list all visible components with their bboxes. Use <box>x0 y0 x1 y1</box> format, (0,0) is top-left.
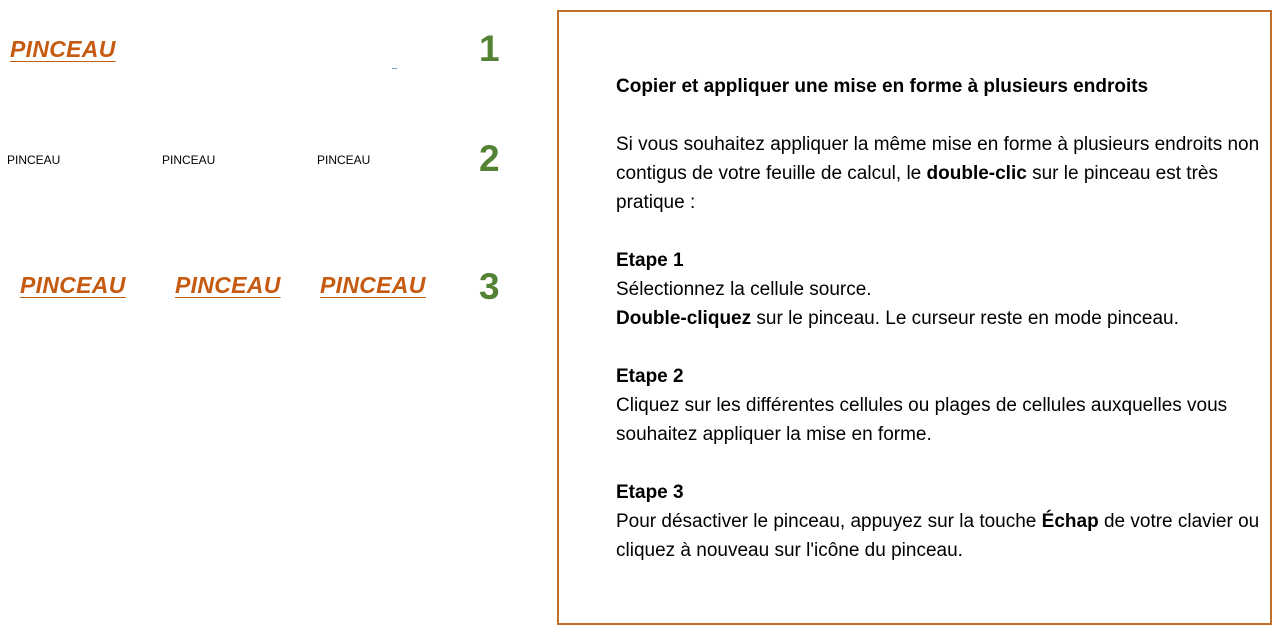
step1-line2 <box>616 304 1266 333</box>
target-cell-row2-c[interactable]: PINCEAU <box>317 153 371 167</box>
panel-title: Copier et appliquer une mise en forme à plusieurs endroits <box>616 76 1149 97</box>
step-number-1: 1 <box>479 28 500 69</box>
step1-bold: Double-cliquez <box>616 308 752 329</box>
target-cell-row2-b[interactable]: PINCEAU <box>162 153 216 167</box>
intro-paragraph <box>616 130 1266 217</box>
step3-bold-echap: Échap <box>1041 511 1099 532</box>
intro-text-after: sur le pinceau est très pratique : <box>616 163 1218 213</box>
instruction-text <box>616 72 1266 565</box>
step1-heading: Etape 1 <box>616 250 684 271</box>
step3-text <box>616 507 1266 565</box>
intro-bold-double-click: double-clic <box>926 163 1027 184</box>
formatted-cell-row3-b[interactable]: PINCEAU <box>175 272 281 298</box>
step-number-2: 2 <box>479 138 500 179</box>
formatted-cell-row3-c[interactable]: PINCEAU <box>320 272 426 298</box>
target-cell-row2-a[interactable]: PINCEAU <box>7 153 61 167</box>
source-cell-row1[interactable]: PINCEAU <box>10 36 116 62</box>
step3-heading: Etape 3 <box>616 482 684 503</box>
step3-after: de votre clavier ou cliquez à nouveau sur l'icône du pinceau. <box>616 511 1260 561</box>
cell-selection-marker <box>392 68 397 69</box>
step1-line2-rest: sur le pinceau. Le curseur reste en mode pinceau. <box>751 308 1179 329</box>
intro-text-before: Si vous souhaitez appliquer la même mise en forme à plusieurs endroits non contigus de votre feuille de calcul, le <box>616 134 1260 184</box>
formatted-cell-row3-a[interactable]: PINCEAU <box>20 272 126 298</box>
step-number-3: 3 <box>479 266 500 307</box>
instruction-panel <box>557 10 1272 625</box>
step3-before: Pour désactiver le pinceau, appuyez sur la touche <box>616 511 1042 532</box>
step2-text: Cliquez sur les différentes cellules ou plages de cellules auxquelles vous souhaitez appliquer la mise en forme. <box>616 395 1228 445</box>
step1-line1: Sélectionnez la cellule source. <box>616 279 872 300</box>
step2-heading: Etape 2 <box>616 366 684 387</box>
